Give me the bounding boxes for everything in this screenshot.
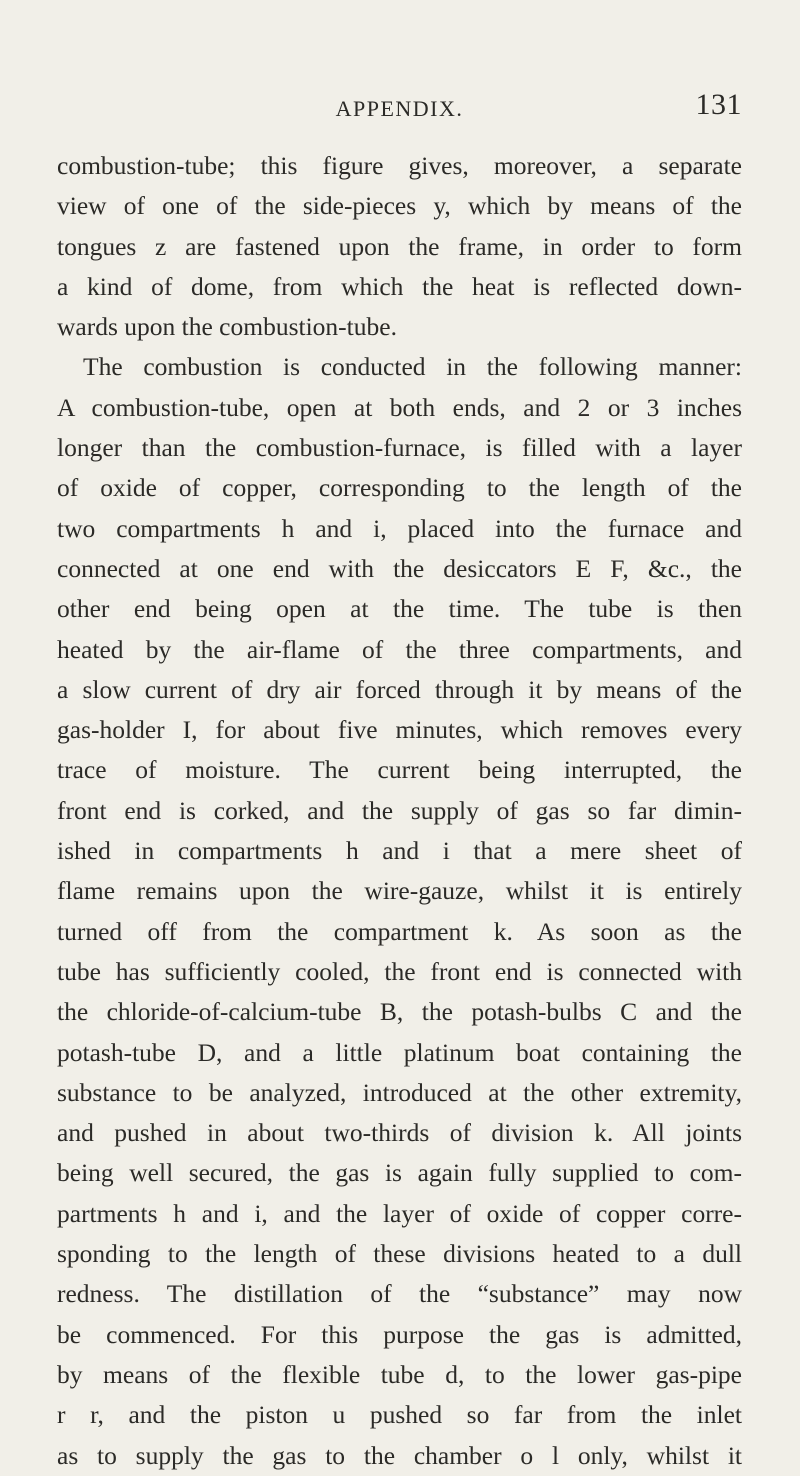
text-line: substance to be analyzed, introduced at the other extremity, bbox=[57, 1077, 742, 1107]
text-line: be commenced. For this purpose the gas is admitted, bbox=[57, 1319, 742, 1349]
text-line: turned off from the compartment k. As soon as the bbox=[57, 916, 742, 946]
text-line: ished in compartments h and i that a mere sheet of bbox=[57, 836, 742, 866]
text-line: of oxide of copper, corresponding to the length of the bbox=[57, 473, 742, 503]
text-line: The combustion is conducted in the following manner: bbox=[83, 352, 742, 382]
text-line: heated by the air-flame of the three compartments, and bbox=[57, 634, 742, 664]
text-line: two compartments h and i, placed into the furnace and bbox=[57, 513, 742, 543]
text-line: flame remains upon the wire-gauze, whilst it is entirely bbox=[57, 876, 742, 906]
text-line: as to supply the gas to the chamber o l only, whilst it bbox=[57, 1440, 742, 1470]
text-line: sponding to the length of these divisions heated to a dull bbox=[57, 1239, 742, 1269]
text-line: potash-tube D, and a little platinum boat containing the bbox=[57, 1037, 742, 1067]
text-line: the chloride-of-calcium-tube B, the potash-bulbs C and the bbox=[57, 997, 742, 1027]
text-line: longer than the combustion-furnace, is filled with a layer bbox=[57, 433, 742, 463]
running-head bbox=[57, 88, 742, 128]
text-line: view of one of the side-pieces y, which by means of the bbox=[57, 191, 742, 221]
text-line: combustion-tube; this figure gives, moreover, a separate bbox=[57, 151, 742, 180]
text-line: a slow current of dry air forced through it by means of the bbox=[57, 674, 742, 704]
text-line: tube has sufficiently cooled, the front end is connected with bbox=[57, 956, 742, 986]
text-line: by means of the flexible tube d, to the lower gas-pipe bbox=[57, 1359, 742, 1389]
text-line: and pushed in about two-thirds of division k. All joints bbox=[57, 1118, 742, 1148]
text-line: redness. The distillation of the “substance” may now bbox=[57, 1279, 742, 1309]
text-line: partments h and i, and the layer of oxide of copper corre- bbox=[57, 1198, 742, 1228]
text-line: r r, and the piston u pushed so far from the inlet bbox=[57, 1400, 742, 1430]
text-line: being well secured, the gas is again fully supplied to com- bbox=[57, 1158, 742, 1188]
page-number: 131 bbox=[695, 88, 742, 121]
text-line: tongues z are fastened upon the frame, in order to form bbox=[57, 231, 742, 261]
text-line: gas-holder I, for about five minutes, which removes every bbox=[57, 715, 742, 745]
text-line: front end is corked, and the supply of gas so far dimin- bbox=[57, 795, 742, 825]
text-line: a kind of dome, from which the heat is reflected down- bbox=[57, 271, 742, 301]
text-line: A combustion-tube, open at both ends, and 2 or 3 inches bbox=[57, 392, 742, 422]
text-line: wards upon the combustion-tube. bbox=[57, 312, 397, 342]
text-line: connected at one end with the desiccators E F, &c., the bbox=[57, 553, 742, 583]
text-line: trace of moisture. The current being interrupted, the bbox=[57, 755, 742, 785]
running-head-title: APPENDIX. bbox=[335, 96, 464, 121]
text-line: other end being open at the time. The tube is then bbox=[57, 594, 742, 624]
body-text bbox=[57, 146, 742, 1476]
